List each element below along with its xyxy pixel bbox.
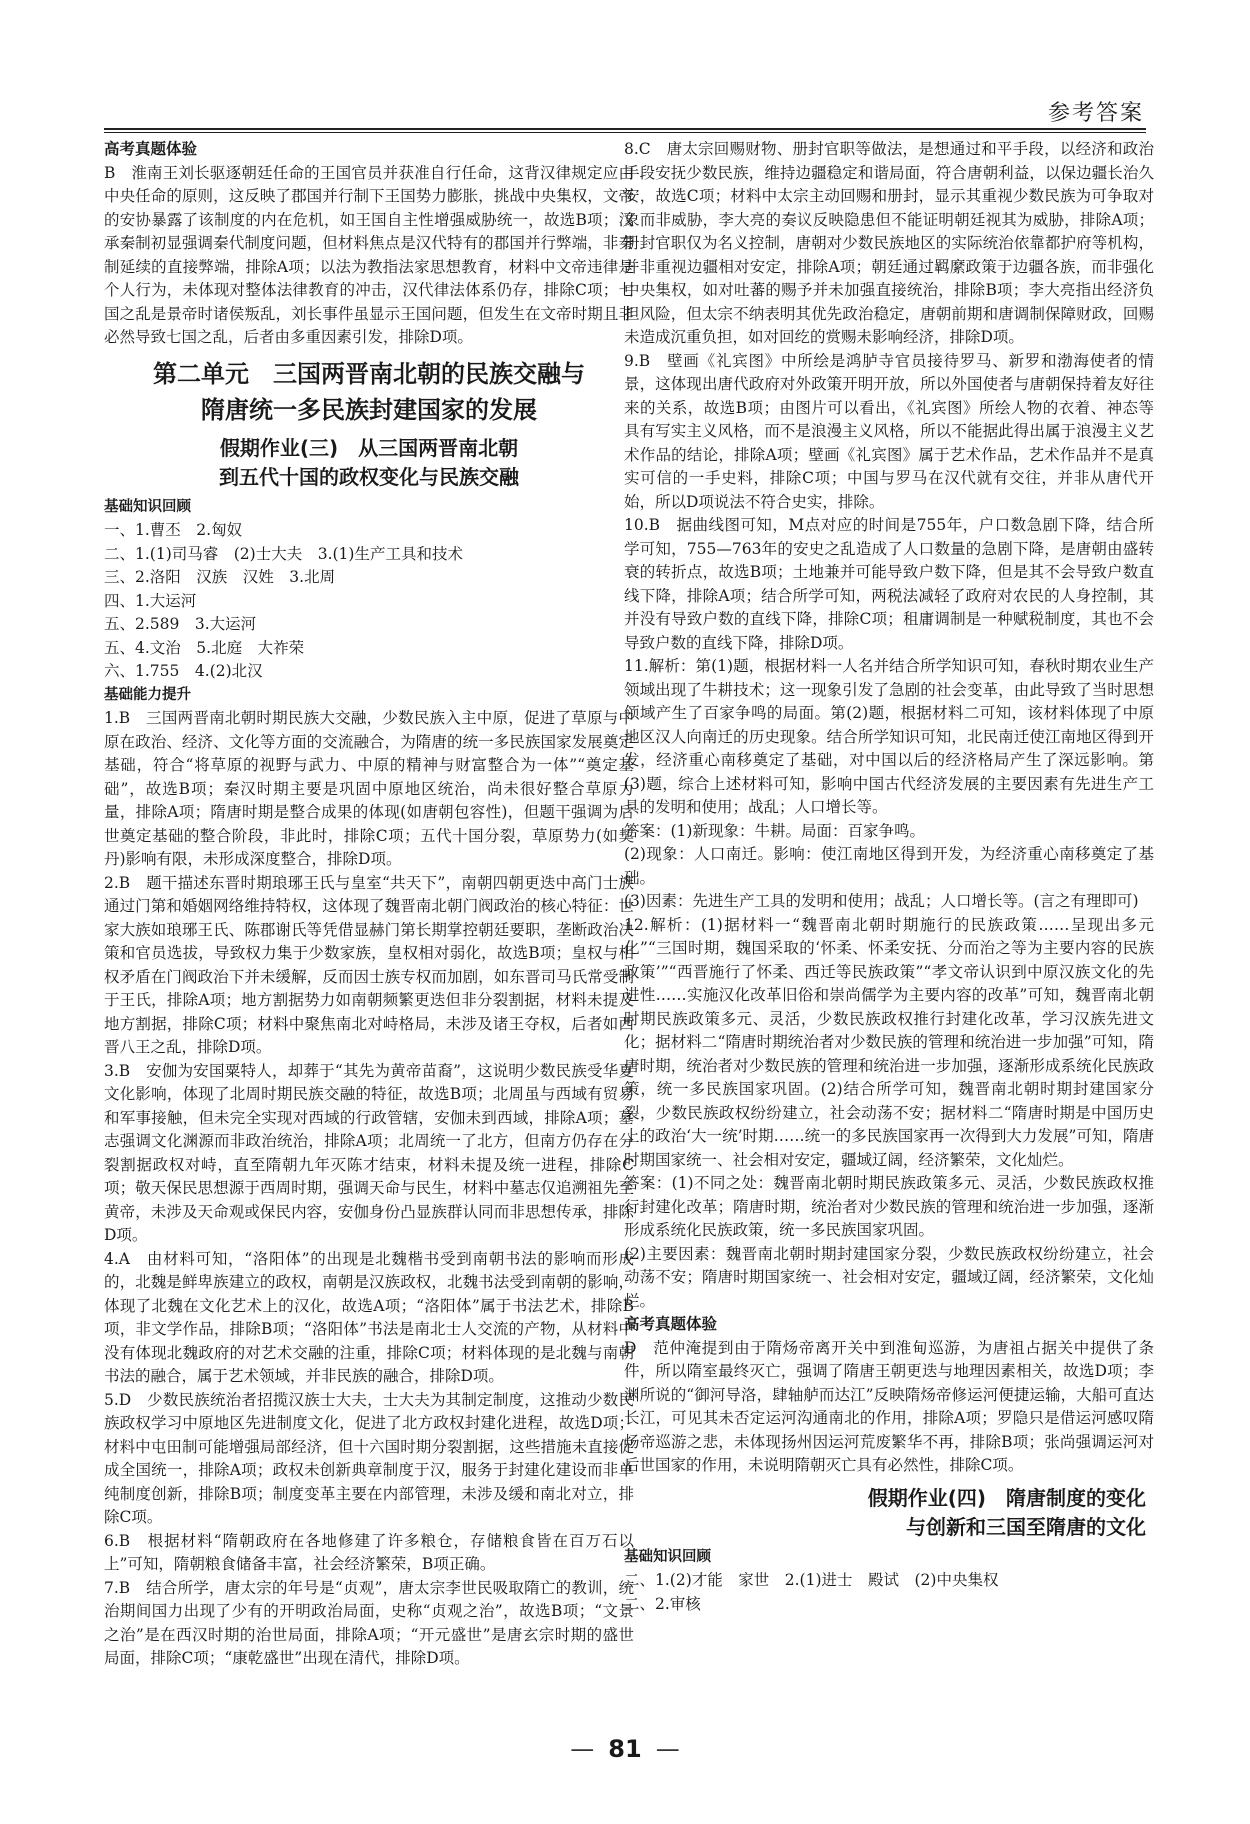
answer-line: 二、1.(1)司马睿 (2)士大夫 3.(1)生产工具和技术	[104, 544, 463, 563]
answer-key: (3)因素：先进生产工具的发明和使用；战乱；人口增长等。(言之有理即可)	[624, 892, 1139, 910]
page-number-value: 81	[608, 1735, 642, 1763]
unit-title-line: 隋唐统一多民族封建国家的发展	[201, 395, 537, 424]
answer-item: 12.解析：(1)据材料一“魏晋南北朝时期施行的民族政策……呈现出多元化”“三国时期，魏国采取的‘怀柔、怀柔安抚、分而治之等为主要内容的民族政策’”“西晋施行了怀柔、西迁等民族政策”“孝文帝认识到中原汉族文化的先进性……实施汉化改革旧俗和崇尚儒学为主要内容的改革”可知，魏晋南北朝时期民族政策多元、灵活，少数民族政权推行封建化改革，学习汉族先进文化；据材料二“隋唐时期统治者对少数民族的管理和统治进一步加强”可知，隋唐时期，统治者对少数民族的管理和统治进一步加强，逐渐形成系统化民族政策，统一多民族国家巩固。(2)结合所学可知，魏晋南北朝时期封建国家分裂，少数民族政权纷纷建立，社会动荡不安；据材料二“隋唐时期是中国历史上的政治‘大一统’时期……统一的多民族国家再一次得到大力发展”可知，隋唐时期国家统一、社会相对安定，疆域辽阔，经济繁荣，文化灿烂。	[624, 915, 1154, 1169]
unit-title-line: 第二单元 三国两晋南北朝的民族交融与	[153, 359, 585, 388]
answer-item: 6.B 根据材料“隋朝政府在各地修建了许多粮仓，存储粮食皆在百万石以上”可知，隋朝粮食储备丰富，社会经济繁荣，B项正确。	[104, 1531, 634, 1573]
answer-item: 4.A 由材料可知，“洛阳体”的出现是北魏楷书受到南朝书法的影响而形成的，北魏是鲜卑族建立的政权，南朝是汉族政权，北魏书法受到南朝的影响，体现了北魏在文化艺术上的汉化，故选A项；“洛阳体”属于书法艺术，排除B项，非文学作品，排除B项；“洛阳体”书法是南北士人交流的产物，从材料中没有体现北魏政府的对艺术交融的注重，排除C项；材料体现的是北魏与南朝书法的融合，属于艺术领域，并非民族的融合，排除D项。	[104, 1249, 634, 1385]
answer-paragraph: B 淮南王刘长驱逐朝廷任命的王国官员并获准自行任命，这背汉律规定应由中央任命的原则，这反映了郡国并行制下王国势力膨胀，挑战中央集权，文帝的安协暴露了该制度的内在危机，如王国自主性增强威胁统一，故选B项；汉承秦制初显强调秦代制度问题，但材料焦点是汉代特有的郡国并行弊端，非秦制延续的直接弊端，排除A项；以法为教指法家思想教育，材料中文帝违律是个人行为，未体现对整体法律教育的冲击，汉代律法体系仍存，排除C项；七国之乱是景帝时诸侯叛乱，刘长事件虽显示王国问题，但发生在文帝时期且非必然导致七国之乱，后者由多重因素引发，排除D项。	[104, 163, 634, 346]
page-number-dash: —	[655, 1735, 680, 1763]
answer-key: (2)主要因素：魏晋南北朝时期封建国家分裂，少数民族政权纷纷建立，社会动荡不安；隋唐时期国家统一、社会相对安定，疆域辽阔，经济繁荣，文化灿烂。	[624, 1244, 1154, 1310]
section-heading: 高考真题体验	[624, 1315, 718, 1333]
answer-line: 二、2.审核	[624, 1594, 701, 1613]
answer-line: 五、2.589 3.大运河	[104, 615, 257, 633]
subsection-heading: 基础知识回顾	[624, 1548, 711, 1565]
left-column	[104, 138, 634, 1713]
answer-item: 11.解析：第(1)题，根据材料一人名并结合所学知识可知，春秋时期农业生产领域出现了牛耕技术；这一现象引发了急剧的社会变革，由此导致了当时思想领域产生了百家争鸣的局面。第(2)题，根据材料二可知，该材料体现了中原地区汉人向南迁的历史现象。结合所学知识可知，北民南迁使江南地区得到开发，经济重心南移奠定了基础，对中国以后的经济格局产生了深远影响。第(3)题，综合上述材料可知，影响中国古代经济发展的主要因素有先进生产工具的发明和使用；战乱；人口增长等。	[624, 657, 1154, 816]
answer-line: 六、1.755 4.(2)北汉	[104, 662, 263, 680]
answer-key: (2)现象：人口南迁。影响：使江南地区得到开发，为经济重心南移奠定了基础。	[624, 845, 1154, 887]
homework-title-line: 与创新和三国至隋唐的文化	[906, 1514, 1146, 1539]
homework-title	[624, 1484, 1154, 1542]
page-number-dash: —	[570, 1735, 595, 1763]
answer-line: 二、1.(2)才能 家世 2.(1)进士 殿试 (2)中央集权	[624, 1571, 999, 1589]
answer-item: 2.B 题干描述东晋时期琅琊王氏与皇室“共天下”，南朝四朝更迭中高门士族通过门第和婚姻网络维持特权，这体现了魏晋南北朝门阀政治的核心特征：世家大族如琅琊王氏、陈郡谢氏等凭借显赫门第长期掌控朝廷要职，垄断政治决策和官员选拔，导致权力集于少数家族，皇权相对弱化，故选B项；皇权与相权矛盾在门阀政治下并未缓解，反而因士族专权而加剧，如东晋司马氏常受制于王氏，排除A项；地方割据势力如南朝频繁更迭但非分裂割据，材料未提及地方割据，排除C项；材料中聚焦南北对峙格局，未涉及诸王夺权，后者如西晋八王之乱，排除D项。	[104, 873, 634, 1056]
header-label: 参考答案	[1047, 101, 1144, 126]
unit-title	[104, 356, 634, 428]
homework-title-line: 到五代十国的政权变化与民族交融	[219, 464, 519, 489]
page-number	[0, 1735, 1250, 1763]
answer-item: 1.B 三国两晋南北朝时期民族大交融，少数民族入主中原，促进了草原与中原在政治、经济、文化等方面的交流融合，为隋唐的统一多民族国家发展奠定基础，符合“将草原的视野与武力、中原的精神与财富整合为一体”“奠定基础”，故选B项；秦汉时期主要是巩固中原地区统治，尚未很好整合草原力量，排除A项；隋唐时期是整合成果的体现(如唐朝包容性)，但题干强调为后世奠定基础的整合阶段，非此时，排除C项；五代十国分裂，草原势力(如契丹)影响有限，未形成深度整合，排除D项。	[104, 709, 634, 868]
section-heading: 高考真题体验	[104, 140, 198, 158]
answer-paragraph: D 范仲淹提到由于隋炀帝离开关中到淮甸巡游，为唐祖占据关中提供了条件，所以隋室最终灭亡，强调了隋唐王朝更迭与地理因素相关，故选D项；李渊所说的“御河导洛，肆轴舻而达江”反映隋炀帝修运河便捷运输，大船可直达长江，可见其未否定运河沟通南北的作用，排除A项；罗隐只是借运河感叹隋炀帝巡游之悲，未体现扬州因运河荒废繁华不再，排除B项；张尚强调运河对后世国家的作用，未说明隋朝灭亡具有必然性，排除C项。	[624, 1338, 1154, 1474]
answer-item: 8.C 唐太宗回赐财物、册封官职等做法，是想通过和平手段，以经济和政治手段安抚少数民族，维持边疆稳定和谐局面，符合唐朝利益，以保边疆长治久安，故选C项；材料中太宗主动回赐和册封，显示其重视少数民族为可争取对象而非威胁，李大亮的奏议反映隐患但不能证明朝廷视其为威胁，排除A项；册封官职仅为名义控制，唐朝对少数民族地区的实际统治依靠都护府等机构，并非重视边疆相对安定，排除A项；朝廷通过羁縻政策于边疆各族，而非强化中央集权，如对吐蕃的赐予并未加强直接统治，排除B项；李大亮指出经济负担风险，但太宗不纳表明其优先政治稳定，唐朝前期和唐调制保障财政，回赐未造成沉重负担，如对回纥的赏赐未影响经济，排除D项。	[624, 140, 1154, 346]
answer-line: 三、2.洛阳 汉族 汉姓 3.北周	[104, 568, 336, 586]
header-rule	[104, 128, 1146, 130]
answer-key: 答案：(1)不同之处：魏晋南北朝时期民族政策多元、灵活，少数民族政权推行封建化改革；隋唐时期，统治者对少数民族的管理和统治进一步加强，逐渐形成系统化民族政策，统一多民族国家巩固。	[624, 1174, 1154, 1239]
answer-item: 3.B 安伽为安国粟特人，却葬于“其先为黄帝苗裔”，这说明少数民族受华夏文化影响，体现了北周时期民族交融的特征，故选B项；北周虽与西域有贸易和军事接触，但未完全实现对西域的行政管辖，安伽未到西域，排除A项；墓志强调文化渊源而非政治统治，排除A项；北周统一了北方，但南方仍存在分裂割据政权对峙，直至隋朝九年灭陈才结束，材料未提及统一进程，排除C项；敬天保民思想源于西周时期，强调天命与民生，材料中墓志仅追溯祖先至黄帝，未涉及天命观或保民内容，安伽身份凸显族群认同而非思想传承，排除D项。	[104, 1061, 634, 1244]
answer-line: 一、1.曹丕 2.匈奴	[104, 521, 243, 539]
header-rule-thin	[104, 132, 1146, 133]
answer-item: 5.D 少数民族统治者招揽汉族士大夫，士大夫为其制定制度，这推动少数民族政权学习中原地区先进制度文化，促进了北方政权封建化进程，故选D项；材料中屯田制可能增强局部经济，但十六国时期分裂割据，这些措施未直接促成全国统一，排除A项；政权未创新典章制度于汉，服务于封建化建设而非单纯制度创新，排除B项；制度变革主要在内部管理，未涉及缓和南北对立，排除C项。	[104, 1390, 634, 1526]
homework-title-line: 假期作业(三) 从三国两晋南北朝	[219, 435, 519, 460]
subsection-heading: 基础知识回顾	[104, 498, 191, 515]
answer-key: 答案：(1)新现象：牛耕。局面：百家争鸣。	[624, 821, 925, 840]
homework-title-line: 假期作业(四) 隋唐制度的变化	[867, 1485, 1146, 1510]
homework-title	[104, 434, 634, 492]
answer-line: 四、1.大运河	[104, 591, 197, 610]
answer-line: 五、4.文治 5.北庭 大祚荣	[104, 638, 305, 657]
answer-item: 10.B 据曲线图可知，M点对应的时间是755年，户口数急剧下降，结合所学可知，755—763年的安史之乱造成了人口数量的急剧下降，是唐朝由盛转衰的转折点，故选B项；土地兼并可能导致户数下降，但是其不会导致户数直线下降，排除A项；结合所学可知，两税法减轻了政府对农民的人身控制，其并没有导致户数的直线下降，排除C项；租庸调制是一种赋税制度，其也不会导致户数的直线下降，排除D项。	[624, 516, 1154, 652]
answer-item: 9.B 壁画《礼宾图》中所绘是鸿胪寺官员接待罗马、新罗和渤海使者的情景，这体现出唐代政府对外政策开明开放，所以外国使者与唐朝保持着友好往来的关系，故选B项；由图片可以看出，《礼宾图》所绘人物的衣着、神态等具有写实主义风格，而不是浪漫主义风格，所以不能据此得出属于浪漫主义艺术作品的结论，排除A项；壁画《礼宾图》属于艺术作品，艺术作品并不是真实可信的一手史料，排除C项；中国与罗马在汉代就有交往，并非从唐代开始，所以D项说法不符合史实，排除。	[624, 351, 1154, 511]
answer-item: 7.B 结合所学，唐太宗的年号是“贞观”，唐太宗李世民吸取隋亡的教训，统治期间国力出现了少有的开明政治局面，史称“贞观之治”，故选B项；“文景之治”是在西汉时期的治世局面，排除A项；“开元盛世”是唐玄宗时期的盛世局面，排除C项；“康乾盛世”出现在清代，排除D项。	[104, 1578, 634, 1667]
right-column	[624, 138, 1154, 1713]
subsection-heading: 基础能力提升	[104, 686, 191, 703]
